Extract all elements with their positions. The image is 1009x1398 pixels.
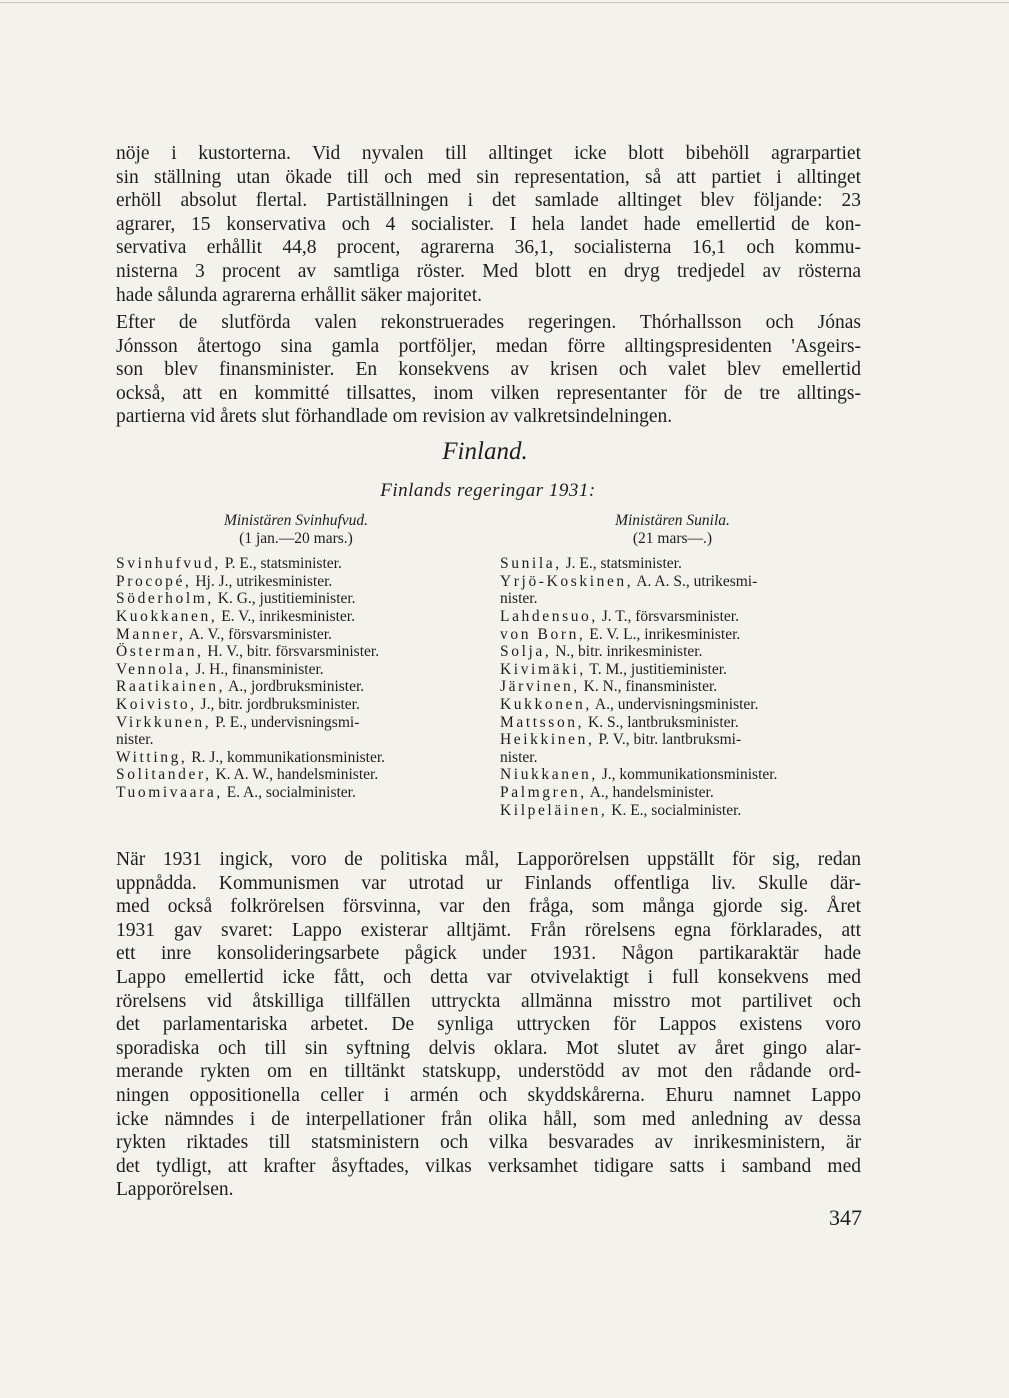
minister-details: Hj. J., utrikesminister.: [191, 572, 333, 590]
text-line: det parlamentariska arbetet. De synliga uttrycken för Lappos existens voro: [116, 1014, 861, 1036]
minister-entry: [500, 714, 845, 732]
text-line: agrarer, 15 konservativa och 4 socialister. I hela landet hade emellertid de kon-: [116, 213, 861, 235]
minister-details: N., bitr. inrikesminister.: [551, 643, 703, 661]
minister-details: A. A. S., utrikesmi-: [633, 572, 758, 590]
minister-surname: Koivisto,: [116, 695, 197, 713]
text-line: rykten riktades till statsministern och vilka besvarades av inrikesministern, är: [116, 1132, 861, 1154]
minister-surname: Mattsson,: [500, 713, 585, 731]
minister-surname: Svinhufvud,: [116, 555, 221, 573]
page-number: 347: [829, 1205, 862, 1230]
minister-surname: Yrjö-Koskinen,: [500, 572, 634, 590]
minister-entry: [116, 573, 476, 591]
minister-entry: [500, 626, 845, 644]
minister-entry: [116, 714, 476, 749]
minister-entry: [500, 643, 845, 661]
text-line: servativa erhållit 44,8 procent, agrarerna 36,1, socialisterna 16,1 och kommu-: [116, 237, 861, 259]
minister-entry: [116, 678, 476, 696]
paragraph-iceland-election: [116, 142, 861, 307]
minister-surname: Virkkunen,: [116, 713, 212, 731]
minister-details: H. V., bitr. försvarsminister.: [203, 643, 380, 661]
minister-details: P. V., bitr. lantbruksmi-: [594, 731, 742, 749]
minister-details-continued: nister.: [500, 748, 538, 766]
minister-entry: [116, 784, 476, 802]
text-line: När 1931 ingick, voro de politiska mål, Lapporörelsen uppställt för sig, redan: [116, 849, 861, 870]
ministry-title: Ministären Svinhufvud.: [223, 512, 369, 529]
text-line: ett inre konsolideringsarbete pågick under 1931. Någon partikaraktär hade: [116, 943, 861, 965]
minister-surname: Österman,: [116, 643, 204, 661]
minister-entry: [116, 749, 476, 767]
text-line: Jónsson återtogo sina gamla portföljer, medan förre alltingspresidenten 'Asgeirs-: [116, 335, 861, 357]
minister-surname: Tuomivaara,: [116, 783, 223, 801]
minister-details: E. V., inrikesminister.: [217, 607, 355, 625]
scan-edge-rule: [0, 2, 1009, 3]
text-line: sin ställning utan ökade till och med sin representation, så att partiet i alltinget: [116, 166, 861, 188]
minister-entry: [116, 661, 476, 679]
minister-entry: [500, 802, 845, 820]
minister-details: A., handelsminister.: [586, 783, 714, 801]
minister-details: K. A. W., handelsminister.: [211, 766, 379, 784]
minister-surname: Sunila,: [500, 555, 562, 573]
minister-details: R. J., kommunikationsminister.: [187, 748, 386, 766]
paragraph-iceland-government: [116, 311, 861, 429]
minister-surname: Kuokkanen,: [116, 607, 218, 625]
minister-surname: Söderholm,: [116, 590, 214, 608]
minister-entry: [500, 766, 845, 784]
text-line: 1931 gav svaret: Lappo existerar alltjämt. Från rörelsens egna förklarades, att: [116, 919, 861, 941]
text-line: med också folkrörelsen försvinna, var den fråga, som många gjorde sig. Året: [116, 896, 861, 918]
minister-entry: [116, 608, 476, 626]
minister-surname: Lahdensuo,: [500, 607, 598, 625]
minister-details: P. E., statsminister.: [220, 555, 342, 573]
ministry-dates: (1 jan.—20 mars.): [239, 529, 353, 547]
text-line: partierna vid årets slut förhandlade om revision av valkretsindelningen.: [116, 406, 673, 428]
minister-details: K. G., justitieminister.: [213, 590, 356, 608]
minister-details: K. N., finansminister.: [579, 678, 718, 696]
text-line: hade sålunda agrarerna erhållit säker majoritet.: [116, 284, 482, 306]
minister-surname: Witting,: [116, 748, 188, 766]
minister-surname: Vennola,: [116, 660, 192, 678]
text-line: rörelsens vid åtskilliga tillfällen uttryckta allmänna misstro mot partilivet och: [116, 990, 861, 1012]
minister-details: E. A., socialminister.: [222, 783, 356, 801]
text-line: son blev finansminister. En konsekvens av krisen och valet blev emellertid: [116, 359, 861, 381]
minister-entry: [116, 555, 476, 573]
minister-entry: [500, 784, 845, 802]
ministry-svinhufvud: [116, 512, 476, 802]
minister-details: J. E., statsminister.: [561, 555, 682, 573]
minister-surname: Raatikainen,: [116, 678, 226, 696]
minister-surname: Procopé,: [116, 572, 192, 590]
minister-surname: von Born,: [500, 625, 586, 643]
minister-entry: [500, 696, 845, 714]
minister-surname: Kivimäki,: [500, 660, 586, 678]
text-line: uppnådda. Kommunismen var utrotad ur Finlands offentliga liv. Skulle där-: [116, 872, 861, 894]
text-line: ningen oppositionella celler i armén och skyddskårerna. Ehuru namnet Lappo: [116, 1084, 861, 1106]
minister-details: A. V., försvarsminister.: [185, 625, 332, 643]
minister-details: K. E., socialminister.: [607, 801, 742, 819]
minister-details-continued: nister.: [116, 731, 154, 749]
minister-surname: Solja,: [500, 643, 552, 661]
ministry-dates: (21 mars—.): [632, 529, 713, 547]
minister-surname: Kilpeläinen,: [500, 801, 608, 819]
minister-entry: [116, 766, 476, 784]
minister-details: J. T., försvarsminister.: [597, 607, 739, 625]
ministry-member-list: [116, 555, 476, 801]
text-line: Efter de slutförda valen rekonstruerades regeringen. Thórhallsson och Jónas: [116, 312, 861, 333]
paragraph-lappo-movement: [116, 848, 861, 1202]
minister-entry: [116, 590, 476, 608]
minister-details: A., jordbruksminister.: [225, 678, 365, 696]
minister-entry: [116, 626, 476, 644]
minister-entry: [500, 661, 845, 679]
minister-details-continued: nister.: [500, 590, 538, 608]
minister-surname: Manner,: [116, 625, 186, 643]
minister-details: P. E., undervisningsmi-: [211, 713, 360, 731]
text-line: Lappo emellertid icke fått, och detta var otvivelaktigt i full konsekvens med: [116, 966, 861, 988]
minister-surname: Kukkonen,: [500, 695, 592, 713]
minister-surname: Solitander,: [116, 766, 212, 784]
text-line: nisterna 3 procent av samtliga röster. Med blott en dryg tredjedel av rösterna: [116, 260, 861, 282]
section-title-finland: Finland.: [442, 438, 528, 465]
minister-surname: Niukkanen,: [500, 766, 598, 784]
minister-details: T. M., justitieminister.: [585, 660, 727, 678]
minister-details: J., kommunikationsminister.: [597, 766, 778, 784]
text-line: merande rykten om en tilltänkt statskupp, understödd av mot den rådande ord-: [116, 1061, 861, 1083]
minister-entry: [116, 643, 476, 661]
ministry-title: Ministären Sunila.: [615, 512, 730, 529]
minister-entry: [500, 573, 845, 608]
text-line: nöje i kustorterna. Vid nyvalen till alltinget icke blott bibehöll agrarpartiet: [116, 143, 861, 164]
minister-entry: [500, 731, 845, 766]
minister-surname: Heikkinen,: [500, 731, 595, 749]
minister-entry: [500, 555, 845, 573]
text-line: Lapporörelsen.: [116, 1179, 234, 1201]
ministry-sunila: [500, 512, 845, 819]
text-line: sporadiska och till sin syftning delvis oklara. Mot slutet av året gingo alar-: [116, 1037, 861, 1059]
minister-entry: [500, 678, 845, 696]
minister-surname: Järvinen,: [500, 678, 580, 696]
text-line: erhöll absolut flertal. Partiställningen i det samlade alltinget blev följande: 23: [116, 190, 861, 212]
minister-details: E. V. L., inrikesminister.: [585, 625, 741, 643]
minister-entry: [500, 608, 845, 626]
minister-surname: Palmgren,: [500, 783, 587, 801]
text-line: det tydligt, att krafter åsyftades, vilkas verksamhet tidigare satts i samband med: [116, 1155, 861, 1177]
ministry-member-list: [500, 555, 845, 819]
minister-details: J. H., finansminister.: [191, 660, 324, 678]
section-subtitle: Finlands regeringar 1931:: [380, 480, 596, 501]
minister-details: A., undervisningsminister.: [591, 695, 759, 713]
minister-details: J., bitr. jordbruksminister.: [196, 695, 360, 713]
minister-entry: [116, 696, 476, 714]
text-line: också, att en kommitté tillsattes, inom vilken representanter för de tre alltings-: [116, 382, 861, 404]
text-line: icke nämndes i de interpellationer från olika håll, som med anledning av dessa: [116, 1108, 861, 1130]
minister-details: K. S., lantbruksminister.: [584, 713, 739, 731]
